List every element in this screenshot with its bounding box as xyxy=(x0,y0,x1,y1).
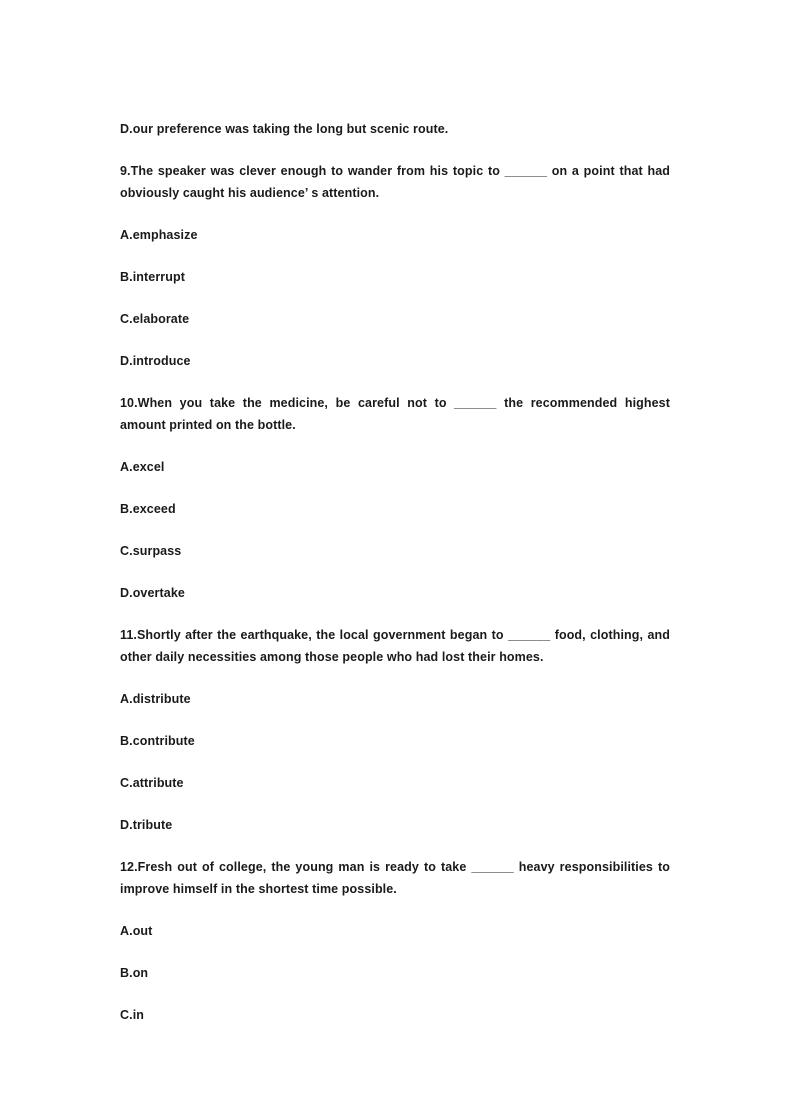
question-11-option-a: A.distribute xyxy=(120,692,191,706)
question-12-option-c: C.in xyxy=(120,1008,145,1022)
question-10-option-a: A.excel xyxy=(120,460,165,474)
question-12-option-a: A.out xyxy=(120,924,153,938)
question-9-option-a: A.emphasize xyxy=(120,228,198,242)
question-9-option-b: B.interrupt xyxy=(120,270,185,284)
question-10-option-b: B.exceed xyxy=(120,502,176,516)
document-content xyxy=(120,118,670,1046)
question-9-text: 9.The speaker was clever enough to wander from his topic to ______ on a point that had obviously caught his audience’ s attention. xyxy=(120,164,670,200)
question-12-option-b: B.on xyxy=(120,966,149,980)
question-9-option-d: D.introduce xyxy=(120,354,191,368)
question-10-option-c: C.surpass xyxy=(120,544,182,558)
question-10-option-d: D.overtake xyxy=(120,586,185,600)
question-12-text: 12.Fresh out of college, the young man is ready to take ______ heavy responsibilities to improve himself in the shortest time possible. xyxy=(120,860,670,896)
question-11-option-b: B.contribute xyxy=(120,734,195,748)
question-9-option-c: C.elaborate xyxy=(120,312,190,326)
question-11-option-c: C.attribute xyxy=(120,776,184,790)
question-11-option-d: D.tribute xyxy=(120,818,173,832)
question-11-text: 11.Shortly after the earthquake, the local government began to ______ food, clothing, and other daily necessities among those people who had lost their homes. xyxy=(120,628,670,664)
prev-question-option-d: D.our preference was taking the long but scenic route. xyxy=(120,122,449,136)
question-10-text: 10.When you take the medicine, be careful not to ______ the recommended highest amount printed on the bottle. xyxy=(120,396,670,432)
